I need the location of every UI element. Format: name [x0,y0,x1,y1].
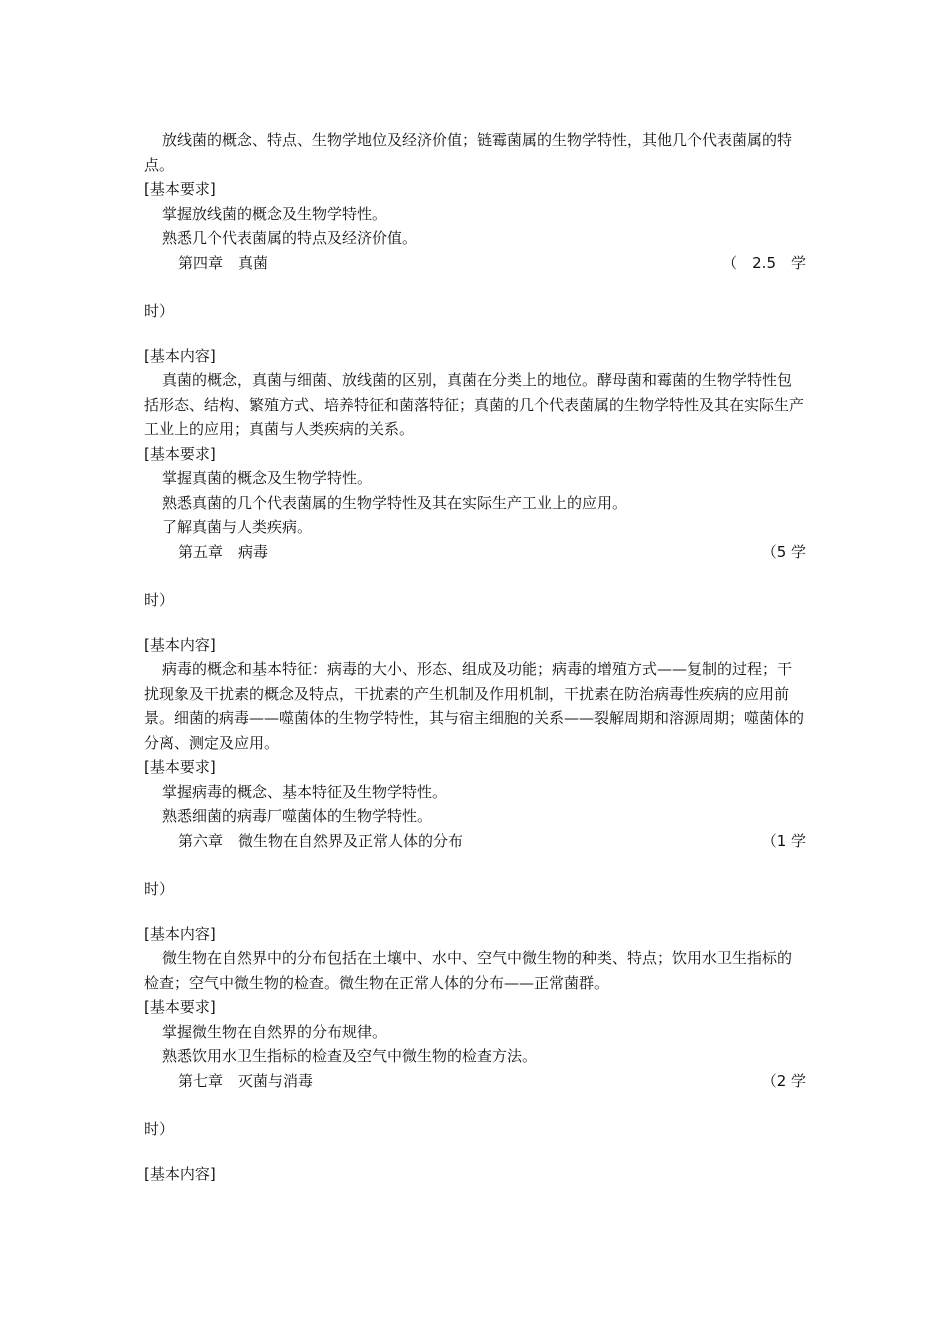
ch5-heading [144,540,806,565]
ch4-heading [144,251,806,276]
ch4-requirements-label: [基本要求] [144,444,216,463]
ch6-requirement-1: 掌握微生物在自然界的分布规律。 [162,1022,388,1041]
ch5-requirement-1: 掌握病毒的概念、基本特征及生物学特性。 [162,782,448,801]
ch7-hours-tail: 时） [144,1120,175,1138]
ch3-requirement-1: 掌握放线菌的概念及生物学特性。 [162,204,388,223]
ch3-requirements-label: [基本要求] [144,180,216,198]
ch7-hours: （2 学 [761,1071,806,1090]
ch6-requirements-label: [基本要求] [144,998,216,1016]
ch5-hours-tail: 时） [144,591,175,609]
ch4-content-paragraph: 真菌的概念，真菌与细菌、放线菌的区别，真菌在分类上的地位。酵母菌和霉菌的生物学特性包括形态、结构、繁殖方式、培养特征和菌落特征；真菌的几个代表菌属的生物学特性及其在实际生产工业上的应用；真菌与人类疾病的关系。 [144,371,805,438]
ch6-hours: （1 学 [761,831,806,850]
ch5-requirement-2: 熟悉细菌的病毒厂噬菌体的生物学特性。 [162,807,433,825]
ch5-content-label: [基本内容] [144,635,216,654]
ch6-content-paragraph: 微生物在自然界中的分布包括在土壤中、水中、空气中微生物的种类、特点；饮用水卫生指标的检查；空气中微生物的检查。微生物在正常人体的分布——正常菌群。 [144,949,793,992]
ch4-requirement-3: 了解真菌与人类疾病。 [162,518,313,536]
ch4-hours-tail: 时） [144,302,175,320]
document-page [144,128,806,1186]
ch6-title: 第六章 微生物在自然界及正常人体的分布 [178,831,464,850]
ch4-hours: （ 2.5 学 [722,253,806,272]
ch3-requirement-2: 熟悉几个代表菌属的特点及经济价值。 [162,229,418,247]
ch5-hours: （5 学 [761,542,806,561]
ch6-requirement-2: 熟悉饮用水卫生指标的检查及空气中微生物的检查方法。 [162,1047,538,1065]
ch6-heading [144,829,806,854]
ch4-requirement-2: 熟悉真菌的几个代表菌属的生物学特性及其在实际生产工业上的应用。 [162,493,628,512]
ch4-title: 第四章 真菌 [178,253,269,272]
ch5-requirements-label: [基本要求] [144,758,216,776]
ch4-requirement-1: 掌握真菌的概念及生物学特性。 [162,469,373,487]
ch5-content-paragraph: 病毒的概念和基本特征：病毒的大小、形态、组成及功能；病毒的增殖方式——复制的过程；干扰现象及干扰素的概念及特点，干扰素的产生机制及作用机制，干扰素在防治病毒性疾病的应用前景。细菌的病毒——噬菌体的生物学特性，其与宿主细胞的关系——裂解周期和溶源周期；噬菌体的分离、测定及应用。 [144,660,805,752]
ch3-content-paragraph: 放线菌的概念、特点、生物学地位及经济价值；链霉菌属的生物学特性，其他几个代表菌属的特点。 [144,131,793,174]
ch7-content-label: [基本内容] [144,1164,216,1183]
ch6-content-label: [基本内容] [144,924,216,943]
ch7-heading [144,1069,806,1094]
ch4-content-label: [基本内容] [144,346,216,365]
ch6-hours-tail: 时） [144,880,175,898]
ch7-title: 第七章 灭菌与消毒 [178,1071,314,1090]
ch5-title: 第五章 病毒 [178,542,269,561]
